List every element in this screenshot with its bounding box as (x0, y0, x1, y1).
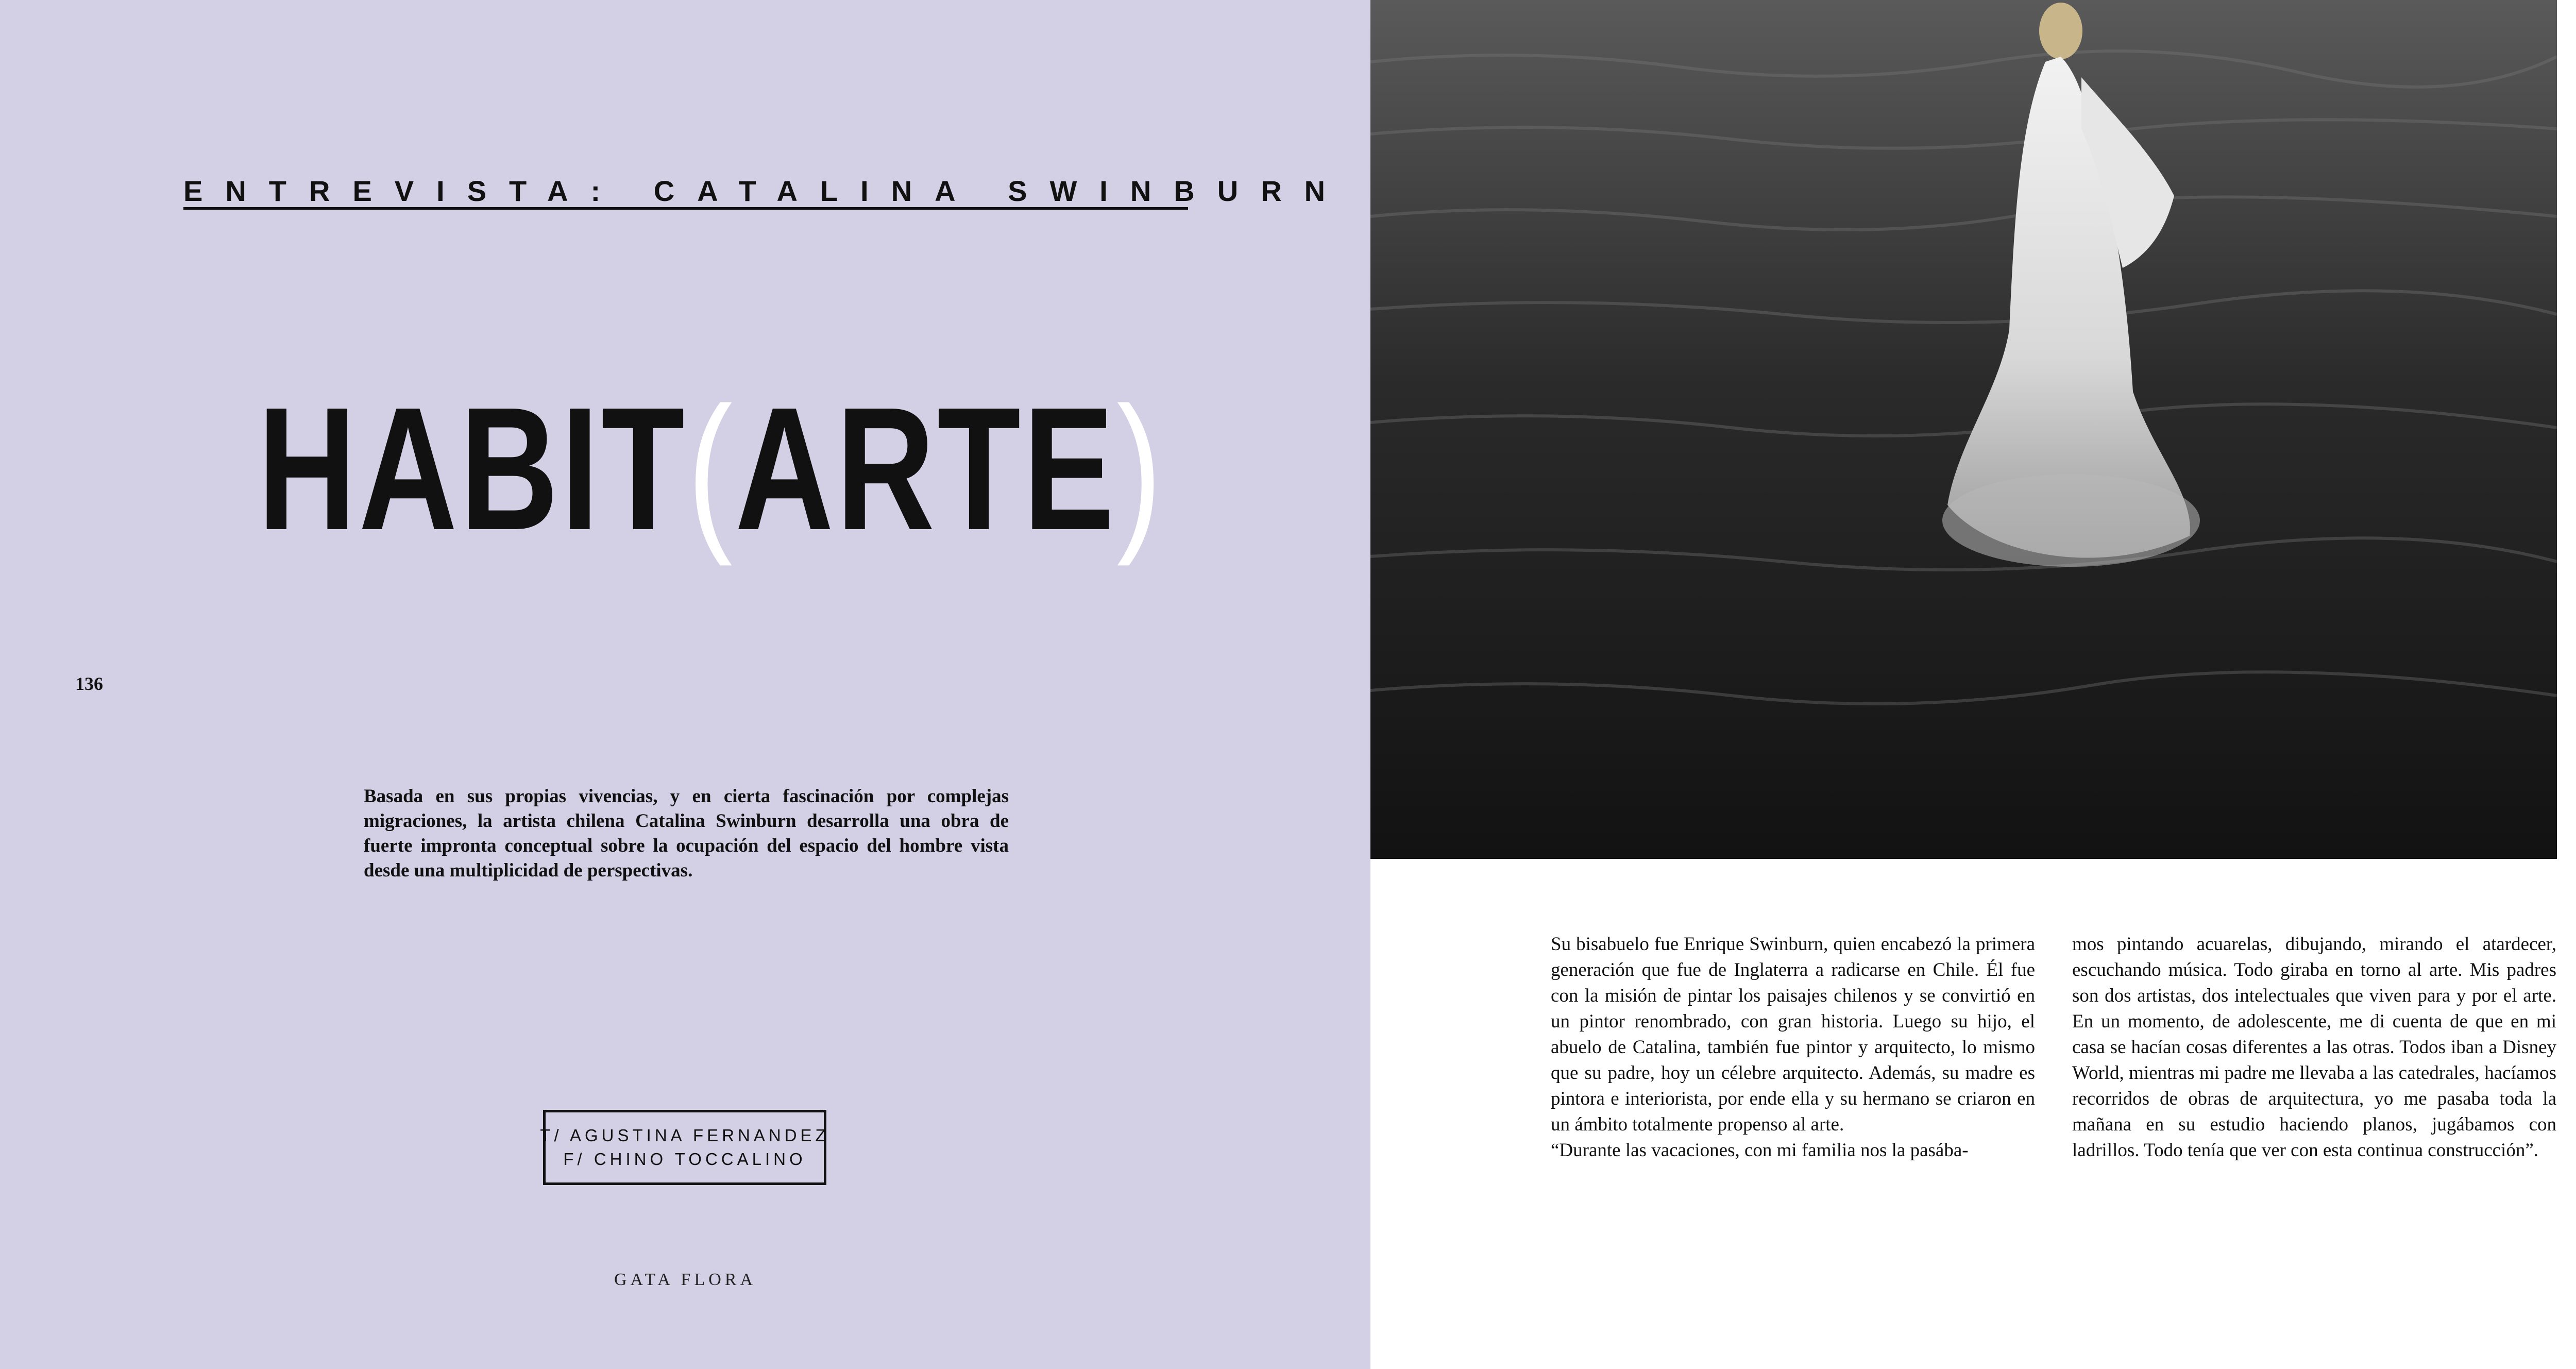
body-column-1 (1551, 932, 2035, 1163)
credit-text-author: T/ AGUSTINA FERNANDEZ (540, 1126, 829, 1145)
article-headline (258, 371, 1165, 567)
kicker-underline (183, 207, 1188, 210)
credits-box (540, 1110, 829, 1185)
headline-close-paren: ) (1116, 371, 1165, 567)
body-column-2 (2072, 932, 2556, 1163)
feature-photo (1370, 0, 2557, 859)
body-paragraph: Su bisabuelo fue Enrique Swinburn, quien encabezó la primera generación que fue de Inglaterra a radicarse en Chile. Él fue con la misión de pintar los paisajes chilenos y se convirtió en un pintor renombrado, con gran historia. Luego su hijo, el abuelo de Catalina, también fue pintor y arquitecto, lo mismo que su padre, hoy un célebre arquitecto. Además, su madre es pintora e interiorista, por ende ella y su hermano se criaron en un ámbito totalmente propenso al arte. (1551, 934, 2035, 1135)
headline-inner: ARTE (735, 371, 1117, 567)
page-number-left: 136 (75, 673, 103, 694)
body-paragraph: “Durante las vacaciones, con mi familia nos la pasába- (1551, 1140, 1969, 1161)
article-lede: Basada en sus propias vivencias, y en cierta fascinación por complejas migraciones, la artista chilena Catalina Swinburn desarrolla una obra de fuerte impronta conceptual sobre la ocupación del espacio del hombre vista desde una multiplicidad de perspectivas. (364, 786, 1009, 881)
magazine-brand: GATA FLORA (614, 1270, 757, 1289)
photo-illustration (1370, 0, 2557, 859)
headline-open-paren: ( (687, 371, 735, 567)
credit-photographer: F/ CHINO TOCCALINO (563, 1150, 806, 1169)
headline-pre: HABIT (258, 371, 687, 567)
section-kicker: ENTREVISTA: CATALINA SWINBURN (183, 175, 1348, 207)
body-paragraph: mos pintando acuarelas, dibujando, mirando el atardecer, escuchando música. Todo giraba en torno al arte. Mis padres son dos artistas, dos intelectuales que viven para y por el arte. En un momento, de adolescente, me di cuenta de que en mi casa se hacían cosas diferentes a las otras. Todos iban a Disney World, mientras mi padre me llevaba a las catedrales, hacíamos recorridos de obras de arquitectura, yo me pasaba toda la mañana en su estudio haciendo planos, jugábamos con ladrillos. Todo tenía que ver con esta continua construcción”. (2072, 934, 2556, 1161)
